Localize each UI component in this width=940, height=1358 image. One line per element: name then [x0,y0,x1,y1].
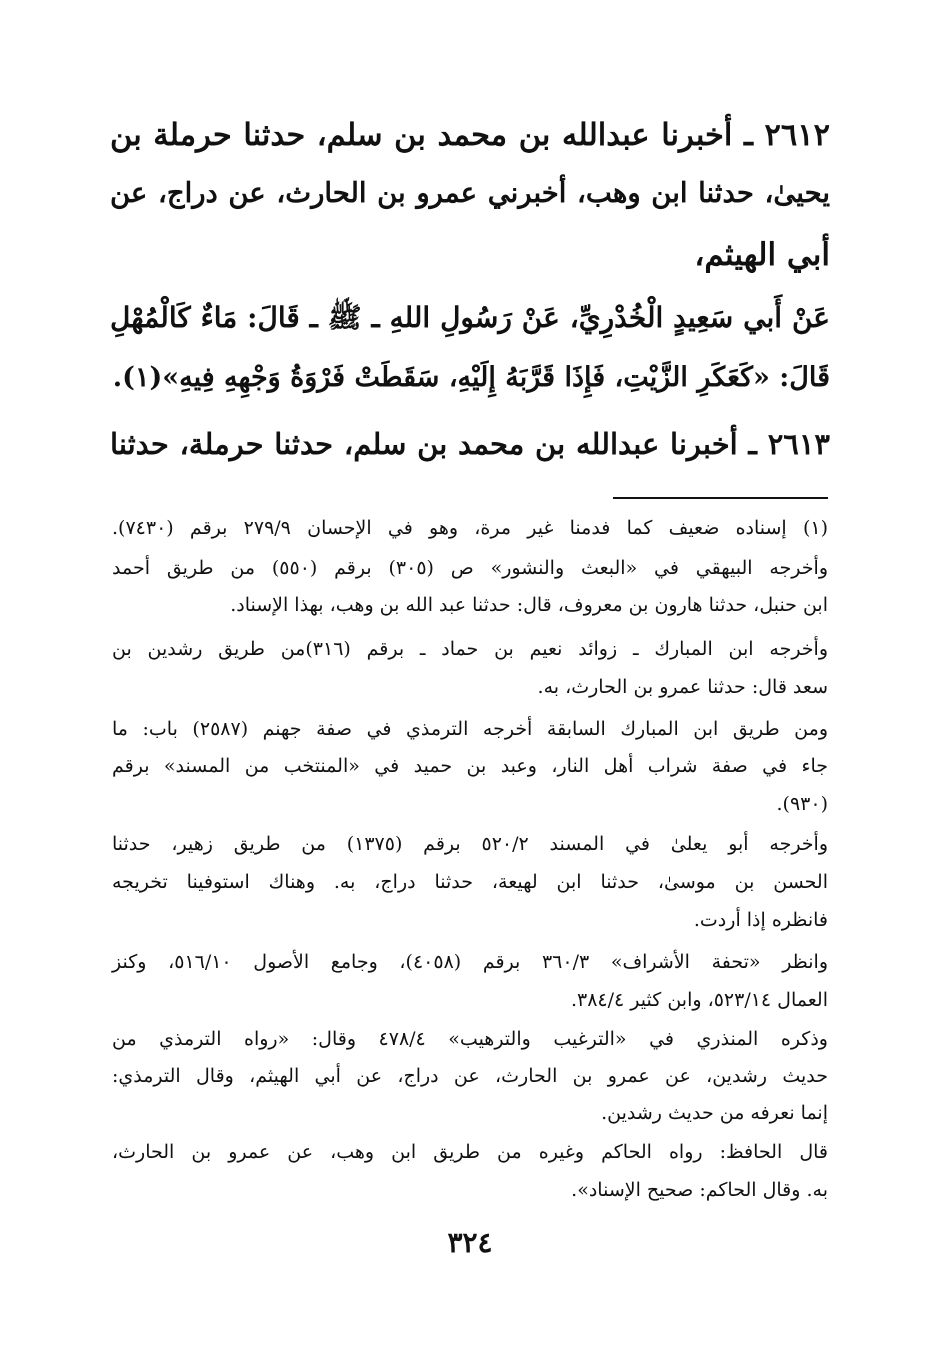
footnote-separator [613,497,828,499]
footnote-line: ومن طريق ابن المبارك السابقة أخرجه الترمذي في صفة جهنم (٢٥٨٧) باب: ما [112,718,828,740]
footnote-line: سعد قال: حدثنا عمرو بن الحارث، به. [537,676,828,698]
footnote-line: العمال ٥٢٣/١٤، وابن كثير ٣٨٤/٤. [570,989,828,1011]
hadith-2612-line-3: أبي الهيثم، [694,237,830,273]
hadith-2612-line-1: ٢٦١٢ ـ أخبرنا عبدالله بن محمد بن سلم، حدثنا حرملة بن [110,117,830,153]
footnote-line: فانظره إذا أردت. [693,909,828,931]
hadith-matn-line-1: عَنْ أَبي سَعِيدٍ الْخُدْرِيِّ، عَنْ رَسُولِ اللهِ ـ ﷺ ـ قَالَ: مَاءٌ كَالْمُهْلِ [110,301,830,334]
footnote-line: جاء في صفة شراب أهل النار، وعبد بن حميد في «المنتخب من المسند» برقم [112,755,828,777]
footnote-line: وأخرجه البيهقي في «البعث والنشور» ص (٣٠٥) برقم (٥٥٠) من طريق أحمد [112,557,828,579]
footnote-line: وأخرجه أبو يعلىٰ في المسند ٥٢٠/٢ برقم (١٣٧٥) من طريق زهير، حدثنا [112,833,829,855]
footnote-line: وأخرجه ابن المبارك ـ زوائد نعيم بن حماد ـ برقم (٣١٦)من طريق رشدين بن [112,638,828,660]
page-number: ٣٢٤ [447,1226,493,1259]
footnote-line: وانظر «تحفة الأشراف» ٣٦٠/٣ برقم (٤٠٥٨)، وجامع الأصول ٥١٦/١٠، وكنز [112,951,829,973]
footnote-line: (٩٣٠). [776,793,828,815]
hadith-2612-line-2: يحيىٰ، حدثنا ابن وهب، أخبرني عمرو بن الحارث، عن دراج، عن [110,177,830,209]
footnote-line: ابن حنبل، حدثنا هارون بن معروف، قال: حدثنا عبد الله بن وهب، بهذا الإسناد. [230,594,828,616]
footnote-line: (١) إسناده ضعيف كما فدمنا غير مرة، وهو في الإحسان ٢٧٩/٩ برقم (٧٤٣٠). [112,517,828,539]
footnote-line: به. وقال الحاكم: صحيح الإسناد». [571,1179,828,1201]
footnote-line: قال الحافظ: رواه الحاكم وغيره من طريق ابن وهب، عن عمرو بن الحارث، [112,1141,828,1163]
footnote-line: وذكره المنذري في «الترغيب والترهيب» ٤٧٨/٤ وقال: «رواه الترمذي من [112,1028,828,1050]
footnote-line: الحسن بن موسىٰ، حدثنا ابن لهيعة، حدثنا دراج، به. وهناك استوفينا تخريجه [112,871,828,893]
hadith-matn-line-2: قَالَ: «كَعَكَرِ الزَّيْتِ، فَإِذَا قَرَّبَهُ إِلَيْهِ، سَقَطَتْ فَرْوَةُ وَجْهِهِ فِيهِ»(١). [112,362,830,393]
footnote-line: إنما نعرفه من حديث رشدين. [601,1102,828,1124]
footnote-line: حديث رشدين، عن عمرو بن الحارث، عن دراج، عن أبي الهيثم، وقال الترمذي: [112,1065,828,1087]
hadith-2613-line-1: ٢٦١٣ ـ أخبرنا عبدالله بن محمد بن سلم، حدثنا حرملة، حدثنا [110,427,830,461]
